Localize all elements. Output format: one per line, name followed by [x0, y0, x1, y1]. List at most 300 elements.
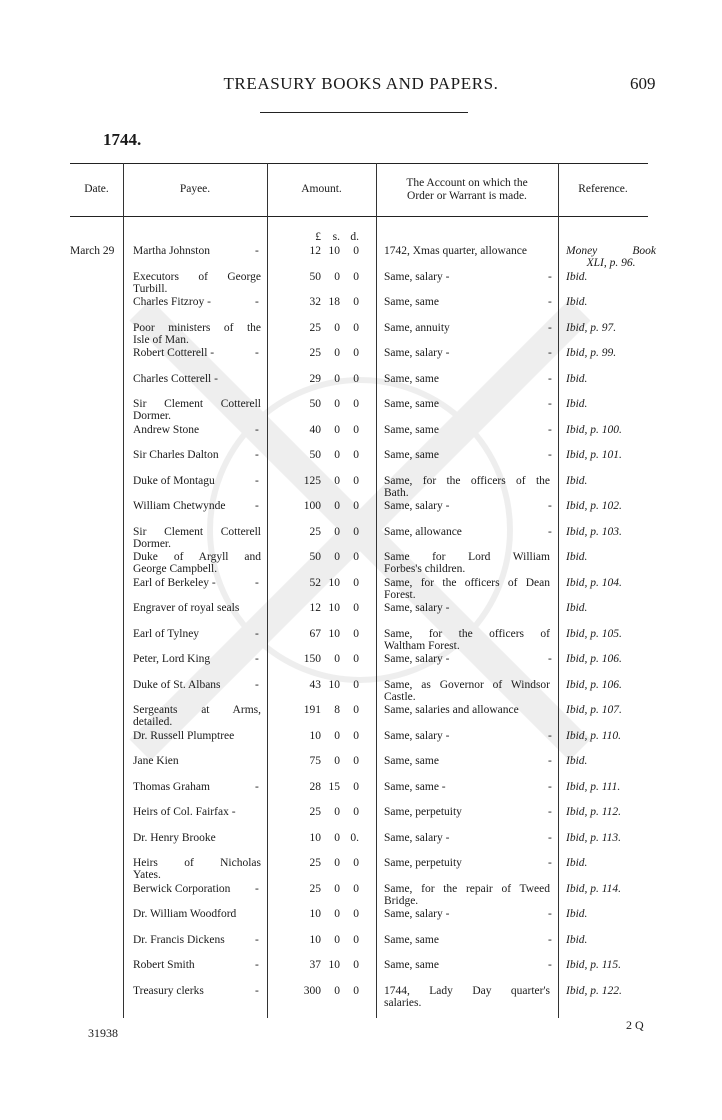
reference-cell — [566, 500, 656, 512]
leader-dash: - — [548, 398, 552, 410]
account-cell — [384, 245, 550, 257]
amount-shillings: 0 — [334, 321, 340, 334]
reference-cell — [566, 934, 656, 946]
payee-cell — [133, 245, 261, 257]
amount-shillings: 10 — [328, 602, 340, 614]
amount-pounds: 25 — [309, 321, 321, 334]
account-cell — [384, 628, 550, 652]
reference-cell — [566, 832, 656, 844]
payee-cell — [133, 908, 261, 920]
account-text: Same, same — [384, 755, 439, 767]
account-cell — [384, 806, 550, 818]
leader-dash: - — [255, 296, 259, 308]
payee-cell — [133, 755, 261, 767]
amount-pounds: 25 — [309, 347, 321, 359]
reference-cell — [566, 245, 656, 269]
account-text: Same, same — [384, 449, 439, 461]
leader-dash: - — [548, 270, 552, 283]
account-cell — [384, 679, 550, 703]
account-cell — [384, 322, 550, 334]
payee-name: Earl of Berkeley - — [133, 576, 216, 589]
account-text: Same, same — [384, 398, 439, 410]
payee-cell — [133, 704, 261, 728]
account-cell — [384, 934, 550, 946]
amount-pence: 0 — [353, 678, 359, 691]
payee-name: William Chetwynde — [133, 500, 226, 512]
payee-name: Heirs of Col. Fairfax - — [133, 806, 236, 818]
account-text: Same, for the officers of Dean — [384, 576, 550, 589]
reference-text-continuation: XLI, p. 96. — [586, 257, 636, 269]
reference-cell — [566, 322, 656, 334]
reference-cell — [566, 755, 656, 767]
account-cell — [384, 373, 550, 385]
account-cell — [384, 883, 550, 907]
payee-cell — [133, 449, 261, 461]
reference-cell — [566, 730, 656, 742]
leader-dash: - — [548, 831, 552, 844]
leader-dash: - — [548, 933, 552, 946]
amount-pence: 0 — [353, 449, 359, 461]
reference-cell — [566, 373, 656, 385]
amount-pounds: 25 — [309, 857, 321, 869]
payee-name: Dr. Russell Plumptree — [133, 729, 235, 742]
amount-pence: 0 — [353, 500, 359, 512]
account-text: Same, salaries and allowance — [384, 704, 519, 716]
amount-pence: 0 — [353, 423, 359, 436]
running-title: TREASURY BOOKS AND PAPERS. — [223, 74, 499, 93]
amount-pounds: 25 — [309, 806, 321, 818]
column-divider — [558, 163, 559, 1018]
account-cell — [384, 985, 550, 1009]
amount-pence: 0 — [353, 245, 359, 257]
account-text-continuation: salaries. — [384, 996, 422, 1009]
amount-shillings: 0 — [334, 857, 340, 869]
year-heading: 1744. — [103, 130, 142, 149]
leader-dash: - — [255, 780, 259, 793]
account-text: Same, for the officers of — [384, 627, 550, 640]
payee-cell — [133, 832, 261, 844]
account-text: Same, salary - — [384, 653, 450, 665]
reference-text: Ibid, p. 115. — [566, 959, 622, 971]
account-cell — [384, 730, 550, 742]
amount-pence: 0 — [353, 959, 359, 971]
leader-dash: - — [548, 321, 552, 334]
payee-name: Andrew Stone — [133, 423, 200, 436]
reference-text: Ibid, p. 107. — [566, 704, 622, 716]
amount-shillings: 10 — [328, 245, 340, 257]
leader-dash: - — [255, 474, 259, 487]
reference-cell — [566, 883, 656, 895]
account-cell — [384, 857, 550, 869]
leader-dash: - — [548, 959, 552, 971]
amount-pence: 0 — [353, 908, 359, 920]
amount-shillings: 0 — [334, 653, 340, 665]
reference-text: Ibid. — [566, 908, 588, 920]
reference-text: Ibid. — [566, 933, 588, 946]
amount-shillings: 0 — [334, 551, 340, 563]
reference-text: Ibid. — [566, 551, 588, 563]
account-text: Same, salary - — [384, 500, 450, 512]
reference-cell — [566, 908, 656, 920]
amount-pounds: 75 — [309, 755, 321, 767]
header-rule — [260, 112, 468, 113]
payee-cell — [133, 857, 261, 881]
account-cell — [384, 475, 550, 499]
footer-gathering-mark: 2 Q — [626, 1018, 644, 1032]
amount-shillings: 0 — [334, 500, 340, 512]
column-header-account-line: The Account on which the — [406, 177, 528, 189]
payee-cell — [133, 806, 261, 818]
leader-dash: - — [255, 423, 259, 436]
leader-dash: - — [548, 780, 552, 793]
amount-shillings: 0 — [334, 372, 340, 385]
payee-name: Poor ministers of the — [133, 321, 261, 334]
leader-dash: - — [255, 245, 259, 257]
account-text: 1742, Xmas quarter, allowance — [384, 245, 527, 257]
reference-text: Ibid. — [566, 857, 588, 869]
reference-text: Ibid, p. 113. — [566, 831, 622, 844]
amount-pounds: 50 — [309, 270, 321, 283]
amount-shillings: 0 — [334, 933, 340, 946]
reference-text: Ibid, p. 106. — [566, 678, 622, 691]
payee-name: Berwick Corporation — [133, 882, 231, 895]
payee-name: Robert Cotterell - — [133, 347, 215, 359]
account-text: Same, for the repair of Tweed — [384, 882, 550, 895]
amount-pounds: 10 — [309, 831, 321, 844]
amount-pounds: 12 — [309, 602, 321, 614]
reference-cell — [566, 449, 656, 461]
account-cell — [384, 704, 550, 716]
leader-dash: - — [255, 576, 259, 589]
account-text: Same, salary - — [384, 908, 450, 920]
column-divider — [267, 163, 268, 1018]
leader-dash: - — [548, 806, 552, 818]
leader-dash: - — [255, 500, 259, 512]
amount-pounds: 10 — [309, 933, 321, 946]
account-cell — [384, 653, 550, 665]
column-header-payee: Payee. — [179, 183, 211, 195]
payee-name: Charles Cotterell - — [133, 372, 218, 385]
payee-name: Dr. Henry Brooke — [133, 831, 216, 844]
reference-cell — [566, 296, 656, 308]
payee-cell — [133, 322, 261, 346]
date-cell: March 29 — [70, 245, 115, 257]
payee-name-continuation: detailed. — [133, 716, 173, 728]
reference-cell — [566, 781, 656, 793]
account-text: Same, perpetuity — [384, 857, 462, 869]
account-text: 1744, Lady Day quarter's — [384, 984, 550, 997]
account-text: Same, same — [384, 933, 439, 946]
account-cell — [384, 398, 550, 410]
leader-dash: - — [548, 296, 552, 308]
amount-pounds: 50 — [309, 551, 321, 563]
account-text: Same, salary - — [384, 602, 450, 614]
leader-dash: - — [548, 653, 552, 665]
reference-cell — [566, 653, 656, 665]
reference-cell — [566, 424, 656, 436]
account-text: Same, salary - — [384, 270, 450, 283]
leader-dash: - — [255, 882, 259, 895]
reference-cell — [566, 704, 656, 716]
leader-dash: - — [548, 729, 552, 742]
amount-pounds: 29 — [309, 372, 321, 385]
amount-pounds: 50 — [309, 398, 321, 410]
amount-pounds: 125 — [303, 474, 321, 487]
payee-cell — [133, 398, 261, 422]
payee-name: Sir Clement Cotterell — [133, 398, 261, 410]
payee-cell — [133, 934, 261, 946]
amount-pounds: 300 — [303, 984, 321, 997]
reference-cell — [566, 475, 656, 487]
payee-cell — [133, 781, 261, 793]
payee-name: Treasury clerks — [133, 984, 204, 997]
payee-cell — [133, 551, 261, 575]
payee-name-continuation: Isle of Man. — [133, 333, 189, 346]
payee-name: Thomas Graham — [133, 780, 210, 793]
reference-text: Ibid, p. 102. — [566, 500, 622, 512]
leader-dash: - — [255, 933, 259, 946]
column-divider — [376, 163, 377, 1018]
column-header-date: Date. — [84, 183, 109, 195]
amount-pounds: 28 — [309, 780, 321, 793]
payee-name-continuation: Dormer. — [133, 537, 172, 550]
payee-name: Jane Kien — [133, 755, 179, 767]
amount-pence: 0. — [350, 831, 359, 844]
account-cell — [384, 271, 550, 283]
amount-shillings: 10 — [328, 627, 340, 640]
amount-pounds: 40 — [309, 423, 321, 436]
account-cell — [384, 755, 550, 767]
leader-dash: - — [548, 525, 552, 538]
payee-cell — [133, 985, 261, 997]
account-text: Same, salary - — [384, 347, 450, 359]
payee-cell — [133, 424, 261, 436]
account-cell — [384, 500, 550, 512]
amount-pence: 0 — [353, 576, 359, 589]
payee-name: Robert Smith — [133, 959, 195, 971]
payee-name-continuation: George Campbell. — [133, 563, 218, 575]
payee-name: Earl of Tylney — [133, 627, 200, 640]
reference-text: Ibid, p. 110. — [566, 729, 622, 742]
payee-cell — [133, 730, 261, 742]
amount-pence: 0 — [353, 882, 359, 895]
account-text: Same, salary - — [384, 729, 450, 742]
amount-pounds: 12 — [309, 245, 321, 257]
amount-shillings: 0 — [334, 806, 340, 818]
account-cell — [384, 296, 550, 308]
amount-shillings: 0 — [334, 755, 340, 767]
amount-shillings: 8 — [334, 704, 340, 716]
account-text-continuation: Castle. — [384, 690, 416, 703]
amount-pence: 0 — [353, 296, 359, 308]
amount-pence: 0 — [353, 857, 359, 869]
currency-pence-label: d. — [350, 231, 359, 243]
payee-name: Sir Charles Dalton — [133, 449, 219, 461]
reference-text: Ibid. — [566, 755, 588, 767]
account-text: Same, same — [384, 372, 439, 385]
account-text: Same, allowance — [384, 525, 462, 538]
amount-pence: 0 — [353, 347, 359, 359]
leader-dash: - — [255, 347, 259, 359]
amount-pounds: 37 — [309, 959, 321, 971]
amount-pence: 0 — [353, 270, 359, 283]
reference-cell — [566, 526, 656, 538]
amount-shillings: 0 — [334, 270, 340, 283]
leader-dash: - — [548, 423, 552, 436]
reference-cell — [566, 347, 656, 359]
amount-pence: 0 — [353, 398, 359, 410]
account-text: Same, for the officers of the — [384, 474, 550, 487]
reference-text: Ibid, p. 105. — [566, 627, 622, 640]
reference-cell — [566, 959, 656, 971]
table-top-rule — [70, 163, 648, 164]
payee-cell — [133, 526, 261, 550]
leader-dash: - — [548, 908, 552, 920]
account-cell — [384, 551, 550, 575]
reference-text: Ibid. — [566, 474, 588, 487]
payee-cell — [133, 500, 261, 512]
leader-dash: - — [255, 449, 259, 461]
reference-text: Ibid, p. 101. — [566, 449, 622, 461]
payee-cell — [133, 628, 261, 640]
payee-cell — [133, 475, 261, 487]
reference-cell — [566, 271, 656, 283]
amount-pence: 0 — [353, 704, 359, 716]
page-number: 609 — [630, 74, 656, 93]
reference-text: Ibid. — [566, 270, 588, 283]
amount-shillings: 10 — [328, 576, 340, 589]
reference-cell — [566, 577, 656, 589]
amount-shillings: 0 — [334, 908, 340, 920]
payee-name: Charles Fitzroy - — [133, 296, 211, 308]
amount-pence: 0 — [353, 627, 359, 640]
account-text-continuation: Forbes's children. — [384, 563, 466, 575]
reference-text: Ibid, p. 111. — [566, 780, 621, 793]
account-text-continuation: Bath. — [384, 486, 409, 499]
reference-text: Ibid. — [566, 372, 588, 385]
reference-cell — [566, 679, 656, 691]
account-cell — [384, 908, 550, 920]
amount-pounds: 50 — [309, 449, 321, 461]
leader-dash: - — [548, 372, 552, 385]
amount-pounds: 67 — [309, 627, 321, 640]
leader-dash: - — [255, 984, 259, 997]
account-text: Same, perpetuity — [384, 806, 462, 818]
account-text: Same, annuity — [384, 321, 450, 334]
payee-cell — [133, 959, 261, 971]
amount-pounds: 10 — [309, 908, 321, 920]
reference-text: Ibid, p. 104. — [566, 576, 622, 589]
reference-cell — [566, 985, 656, 997]
payee-name: Duke of St. Albans — [133, 678, 221, 691]
payee-name: Executors of George — [133, 270, 261, 283]
account-cell — [384, 959, 550, 971]
amount-pence: 0 — [353, 933, 359, 946]
amount-pounds: 10 — [309, 729, 321, 742]
reference-text: Ibid, p. 103. — [566, 525, 622, 538]
amount-shillings: 10 — [328, 959, 340, 971]
leader-dash: - — [548, 755, 552, 767]
amount-shillings: 0 — [334, 449, 340, 461]
leader-dash: - — [255, 959, 259, 971]
payee-cell — [133, 679, 261, 691]
amount-shillings: 0 — [334, 984, 340, 997]
amount-shillings: 0 — [334, 831, 340, 844]
table-header-rule — [70, 216, 648, 217]
amount-pounds: 25 — [309, 525, 321, 538]
account-cell — [384, 449, 550, 461]
leader-dash: - — [548, 500, 552, 512]
column-header-amount: Amount. — [301, 183, 342, 195]
reference-cell — [566, 857, 656, 869]
account-text: Same, same — [384, 296, 439, 308]
payee-name: Sergeants at Arms, — [133, 704, 261, 716]
leader-dash: - — [548, 449, 552, 461]
reference-cell — [566, 602, 656, 614]
reference-cell — [566, 551, 656, 563]
account-cell — [384, 832, 550, 844]
leader-dash: - — [548, 347, 552, 359]
reference-text: Ibid. — [566, 398, 588, 410]
amount-pence: 0 — [353, 780, 359, 793]
column-header-account — [376, 177, 558, 203]
amount-shillings: 15 — [328, 780, 340, 793]
amount-pence: 0 — [353, 653, 359, 665]
currency-pounds-label: £ — [315, 231, 321, 243]
payee-cell — [133, 602, 261, 614]
reference-text: Ibid, p. 112. — [566, 806, 622, 818]
column-divider — [123, 163, 124, 1018]
leader-dash: - — [255, 678, 259, 691]
payee-name: Heirs of Nicholas — [133, 857, 261, 869]
account-cell — [384, 424, 550, 436]
reference-text: Ibid, p. 106. — [566, 653, 622, 665]
amount-pounds: 43 — [309, 678, 321, 691]
leader-dash: - — [548, 857, 552, 869]
payee-name: Martha Johnston — [133, 245, 210, 257]
account-text: Same, as Governor of Windsor — [384, 678, 550, 691]
reference-text: Ibid, p. 99. — [566, 347, 617, 359]
amount-pence: 0 — [353, 474, 359, 487]
reference-cell — [566, 628, 656, 640]
account-text: Same, same — [384, 423, 439, 436]
reference-text: Ibid, p. 114. — [566, 882, 622, 895]
amount-pounds: 150 — [303, 653, 321, 665]
amount-pounds: 52 — [309, 576, 321, 589]
payee-name: Dr. William Woodford — [133, 908, 237, 920]
amount-shillings: 0 — [334, 347, 340, 359]
payee-cell — [133, 883, 261, 895]
account-text-continuation: Waltham Forest. — [384, 639, 460, 652]
amount-shillings: 10 — [328, 678, 340, 691]
leader-dash: - — [255, 627, 259, 640]
payee-name: Duke of Argyll and — [133, 551, 261, 563]
account-text: Same, salary - — [384, 831, 450, 844]
payee-cell — [133, 296, 261, 308]
payee-cell — [133, 577, 261, 589]
amount-shillings: 0 — [334, 474, 340, 487]
payee-name-continuation: Yates. — [133, 869, 161, 881]
amount-pence: 0 — [353, 551, 359, 563]
payee-name: Dr. Francis Dickens — [133, 933, 225, 946]
reference-text: Ibid, p. 97. — [566, 321, 617, 334]
account-cell — [384, 781, 550, 793]
footer-signature-number: 31938 — [88, 1026, 118, 1040]
amount-shillings: 0 — [334, 398, 340, 410]
payee-name-continuation: Turbill. — [133, 282, 168, 295]
amount-shillings: 0 — [334, 423, 340, 436]
leader-dash: - — [255, 653, 259, 665]
